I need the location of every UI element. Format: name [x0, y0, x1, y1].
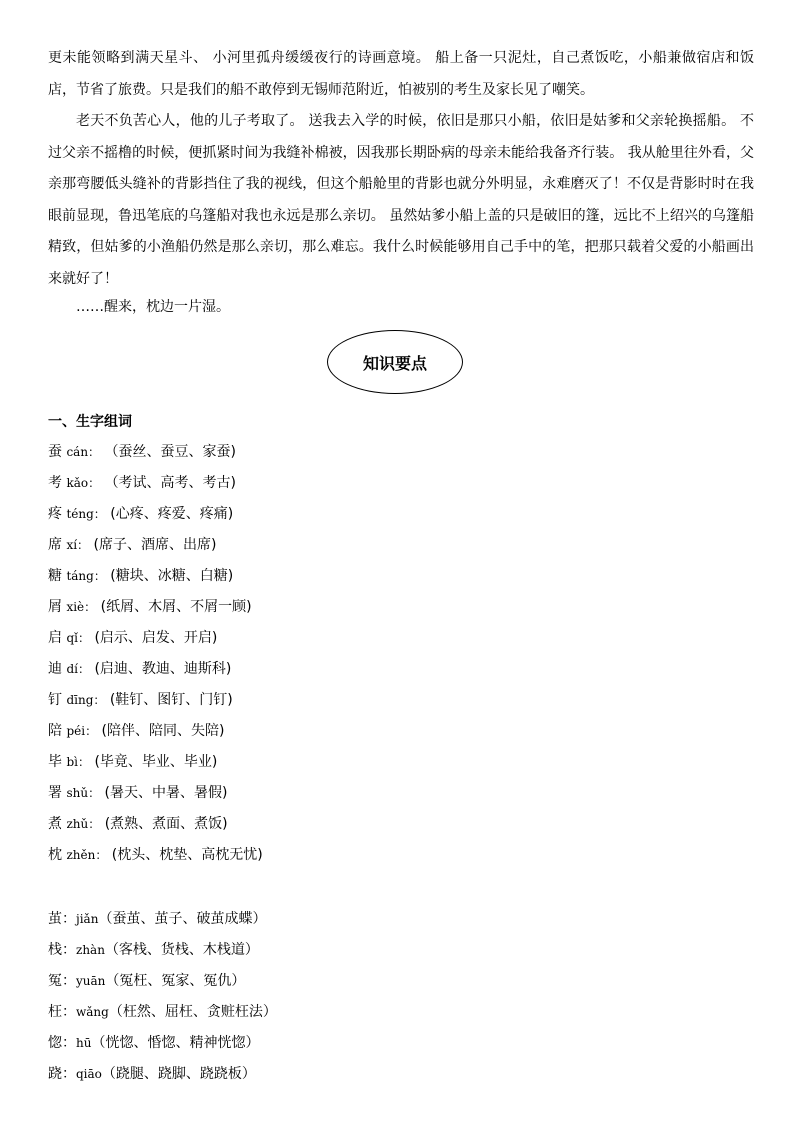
vocab-char: 蚕	[48, 444, 62, 460]
vocab-item	[48, 904, 277, 935]
vocab-pinyin: bì：	[66, 755, 90, 769]
vocab-item	[48, 561, 263, 592]
vocab-words: （考试、高考、考古)	[104, 475, 237, 491]
vocab-pinyin: téng：	[66, 507, 106, 521]
key-points-oval-heading: 知识要点	[327, 330, 463, 394]
vocabulary-list-1	[48, 437, 263, 871]
vocab-item	[48, 1028, 277, 1059]
vocab-char: 跷：	[48, 1066, 76, 1082]
section-title-vocabulary: 一、生字组词	[48, 414, 132, 430]
vocab-words: （客栈、货栈、木栈道）	[104, 942, 259, 958]
vocab-pinyin: xiè：	[66, 600, 97, 614]
vocab-char: 署	[48, 785, 62, 801]
vocab-item	[48, 935, 277, 966]
vocab-char: 毕	[48, 754, 62, 770]
vocab-char: 糖	[48, 568, 62, 584]
vocab-words: (糖块、冰糖、白糖)	[110, 568, 234, 584]
vocab-words: （恍惚、惛惚、精神恍惚）	[91, 1035, 260, 1051]
vocab-char: 考	[48, 475, 62, 491]
vocab-words: （枉然、屈枉、贪赃枉法）	[108, 1004, 277, 1020]
vocab-pinyin: péi：	[66, 724, 98, 738]
vocab-item	[48, 809, 263, 840]
vocab-item	[48, 840, 263, 871]
vocab-item	[48, 685, 263, 716]
vocab-char: 惚：	[48, 1035, 76, 1051]
vocab-char: 枉：	[48, 1004, 76, 1020]
vocab-item	[48, 1059, 277, 1090]
vocab-char: 屑	[48, 599, 62, 615]
vocab-item	[48, 468, 263, 499]
vocab-item	[48, 997, 277, 1028]
vocab-words: (启示、启发、开启)	[94, 630, 218, 646]
vocab-pinyin: wǎng	[76, 1005, 109, 1019]
vocab-pinyin: qiāo	[76, 1067, 102, 1081]
vocab-words: (枕头、枕垫、高枕无忧)	[111, 847, 263, 863]
vocab-char: 煮	[48, 816, 62, 832]
vocab-pinyin: yuān	[76, 974, 106, 988]
vocab-item	[48, 747, 263, 778]
vocab-item	[48, 623, 263, 654]
vocab-pinyin: kǎo：	[66, 476, 101, 490]
vocab-words: (席子、酒席、出席)	[93, 537, 217, 553]
story-paragraph-2: 老天不负苦心人，他的儿子考取了。 送我去入学的时候，依旧是那只小船，依旧是姑爹和父亲轮换摇船。 不过父亲不摇橹的时候，便抓紧时间为我缝补棉被，因我那长期卧病的母亲未能给我备齐行装。 我从舱里往外看，父亲那弯腰低头缝补的背影挡住了我的视线，但这个船舱里的背影也就分外明显，永难磨灭了！不仅是背影时时在我眼前显现，鲁迅笔底的乌篷船对我也永远是那么亲切。 虽然姑爹小船上盖的只是破旧的篷，远比不上绍兴的乌篷船精致，但姑爹的小渔船仍然是那么亲切，那么难忘。我什么时候能够用自己手中的笔，把那只载着父爱的小船画出来就好了！	[48, 113, 754, 287]
vocab-item	[48, 499, 263, 530]
vocab-pinyin: zhěn：	[66, 848, 108, 862]
vocab-item	[48, 966, 277, 997]
vocab-char: 疼	[48, 506, 62, 522]
vocab-words: (煮熟、煮面、煮饭)	[104, 816, 228, 832]
vocab-pinyin: dí：	[66, 662, 90, 676]
vocab-pinyin: jiǎn	[76, 912, 99, 926]
vocab-words: (陪伴、陪同、失陪)	[101, 723, 225, 739]
vocab-words: (暑天、中暑、暑假)	[104, 785, 228, 801]
vocab-item	[48, 437, 263, 468]
vocab-words: （跷腿、跷脚、跷跷板）	[101, 1066, 256, 1082]
vocab-char: 启	[48, 630, 62, 646]
vocab-words: （蚕茧、茧子、破茧成蝶）	[98, 911, 267, 927]
vocab-pinyin: cán：	[66, 445, 101, 459]
vocab-pinyin: hū	[76, 1036, 92, 1050]
vocab-item	[48, 530, 263, 561]
vocab-char: 陪	[48, 723, 62, 739]
vocab-char: 枕	[48, 847, 62, 863]
story-paragraph-3: ……醒来，枕边一片湿。	[76, 299, 230, 315]
vocab-item	[48, 778, 263, 809]
vocab-words: (启迪、教迪、迪斯科)	[94, 661, 232, 677]
vocabulary-list-2	[48, 904, 277, 1090]
vocab-words: （蚕丝、蚕豆、家蚕)	[104, 444, 236, 460]
vocab-char: 钉	[48, 692, 62, 708]
vocab-words: (毕竟、毕业、毕业)	[94, 754, 218, 770]
vocab-pinyin: dīng：	[66, 693, 106, 707]
story-paragraph-1: 更未能领略到满天星斗、 小河里孤舟缓缓夜行的诗画意境。 船上备一只泥灶，自己煮饭吃，小船兼做宿店和饭店，节省了旅费。只是我们的船不敢停到无锡师范附近，怕被别的考生及家长见了嘲笑。	[48, 50, 754, 98]
vocab-char: 迪	[48, 661, 62, 677]
vocab-char: 茧：	[48, 911, 76, 927]
vocab-char: 席	[48, 537, 62, 553]
vocab-pinyin: xí：	[66, 538, 90, 552]
vocab-words: (心疼、疼爱、疼痛)	[110, 506, 234, 522]
vocab-pinyin: zhǔ：	[66, 817, 101, 831]
vocab-pinyin: shǔ：	[66, 786, 101, 800]
vocab-char: 冤：	[48, 973, 76, 989]
vocab-words: (鞋钉、图钉、门钉)	[109, 692, 233, 708]
vocab-words: （冤枉、冤家、冤仇）	[105, 973, 246, 989]
vocab-item	[48, 716, 263, 747]
vocab-item	[48, 654, 263, 685]
vocab-pinyin: qǐ：	[66, 631, 90, 645]
vocab-pinyin: táng：	[66, 569, 106, 583]
vocab-words: (纸屑、木屑、不屑一顾)	[100, 599, 252, 615]
vocab-item	[48, 592, 263, 623]
vocab-pinyin: zhàn	[76, 943, 105, 957]
vocab-char: 栈：	[48, 942, 76, 958]
